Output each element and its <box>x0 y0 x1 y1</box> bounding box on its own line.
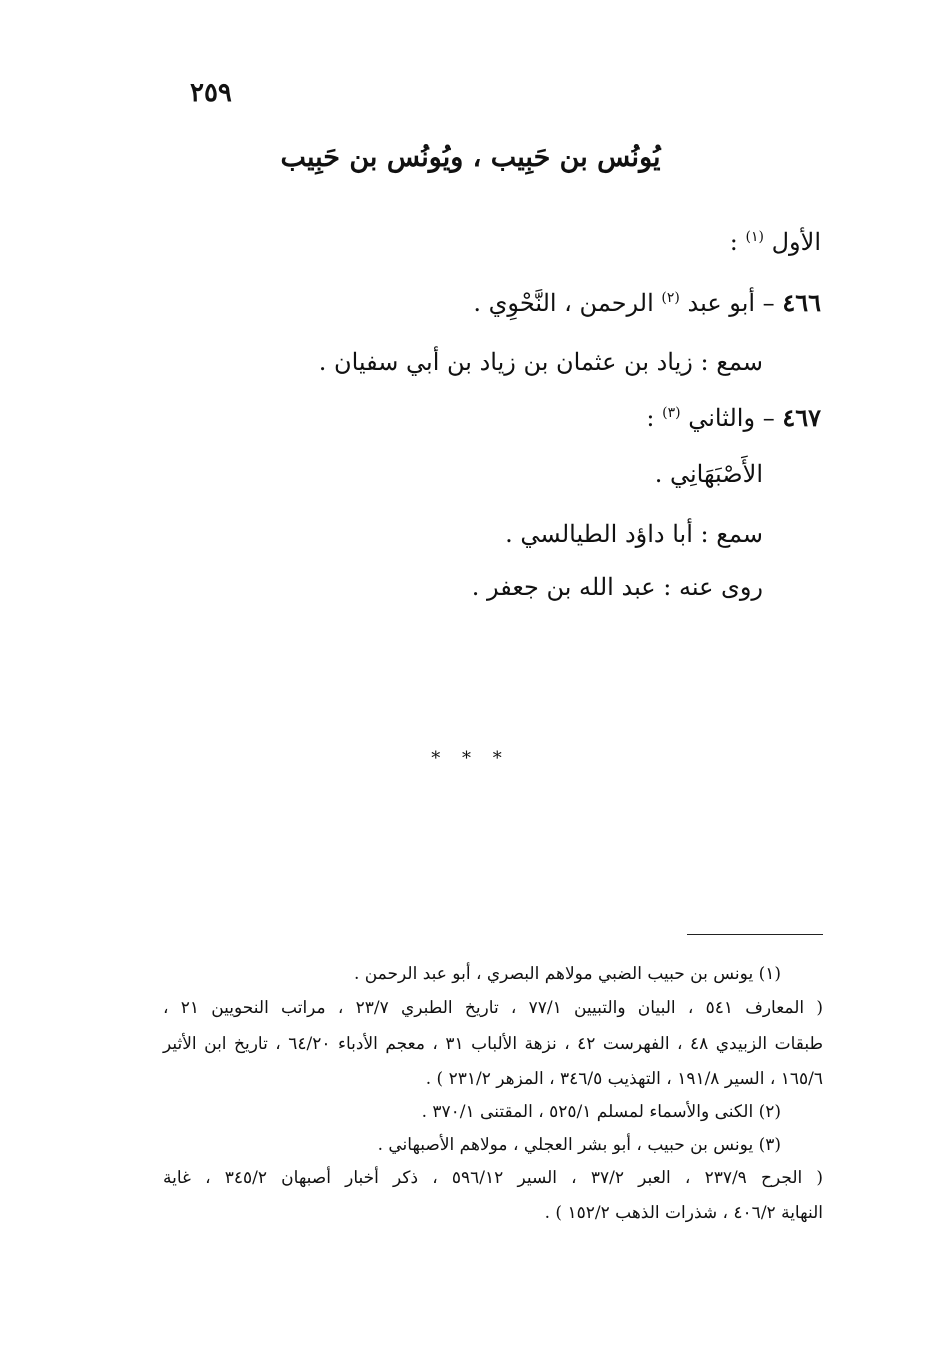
section-separator: * * * <box>431 748 510 769</box>
footnote-2: (٢) الكنى والأسماء لمسلم ٥٢٥/١ ، المقتنى ٣٧٠/١ . <box>421 1102 781 1122</box>
entry-number: ٤٦٦ <box>782 288 821 317</box>
entry-466 <box>473 288 821 317</box>
footnote-ref-1: (١) <box>745 229 764 245</box>
entry-name-start: – أبو عبد <box>687 289 775 317</box>
entry-466-heard: سمع : زياد بن عثمان بن زياد بن أبي سفيان . <box>318 348 763 376</box>
footnote-3-sources-line-2: النهاية ٤٠٦/٢ ، شذرات الذهب ١٥٢/٢ ) . <box>544 1203 823 1223</box>
footnote-3: (٣) يونس بن حبيب ، أبو بشر العجلي ، مولاهم الأصبهاني . <box>377 1135 781 1155</box>
footnote-1-sources-line-2: طبقات الزبيدي ٤٨ ، الفهرست ٤٢ ، نزهة الألباب ٣١ ، معجم الأدباء ٦٤/٢٠ ، تاريخ ابن الأثير <box>163 1034 824 1054</box>
first-label: الأول <box>771 228 821 256</box>
first-colon: : <box>729 228 738 256</box>
footnote-1-sources-line-1: ( المعارف ٥٤١ ، البيان والتبيين ٧٧/١ ، تاريخ الطبري ٢٣/٧ ، مراتب النحويين ٢١ ، <box>163 998 824 1018</box>
footnote-1-sources-line-3: ١٦٥/٦ ، السير ١٩١/٨ ، التهذيب ٣٤٦/٥ ، المزهر ٢٣١/٢ ) . <box>425 1069 823 1089</box>
footnote-1: (١) يونس بن حبيب الضبي مولاهم البصري ، أبو عبد الرحمن . <box>353 964 781 984</box>
page-title: يُونُس بن حَبِيب ، ويُونُس بن حَبِيب <box>280 142 661 173</box>
entry-colon: : <box>646 404 655 432</box>
entry-name-end: الرحمن ، النَّحْوِي . <box>473 289 654 317</box>
footnote-3-sources-line-1: ( الجرح ٢٣٧/٩ ، العبر ٣٧/٢ ، السير ٥٩٦/١٢ ، ذكر أخبار أصبهان ٣٤٥/٢ ، غاية <box>163 1168 824 1188</box>
footnote-divider <box>687 934 823 935</box>
entry-467 <box>646 403 821 432</box>
footnote-ref-2: (٢) <box>661 290 680 306</box>
entry-467-narrated: روى عنه : عبد الله بن جعفر . <box>471 573 763 601</box>
entry-number: ٤٦٧ <box>782 403 821 432</box>
footnote-ref-3: (٣) <box>662 405 681 421</box>
entry-467-heard: سمع : أبا داؤد الطيالسي . <box>505 520 763 548</box>
entry-467-nisba: الأَصْبَهَانِي . <box>654 460 763 488</box>
first-heading <box>730 228 821 256</box>
page-number: ٢٥٩ <box>190 78 232 108</box>
entry-name: – والثاني <box>688 404 775 432</box>
